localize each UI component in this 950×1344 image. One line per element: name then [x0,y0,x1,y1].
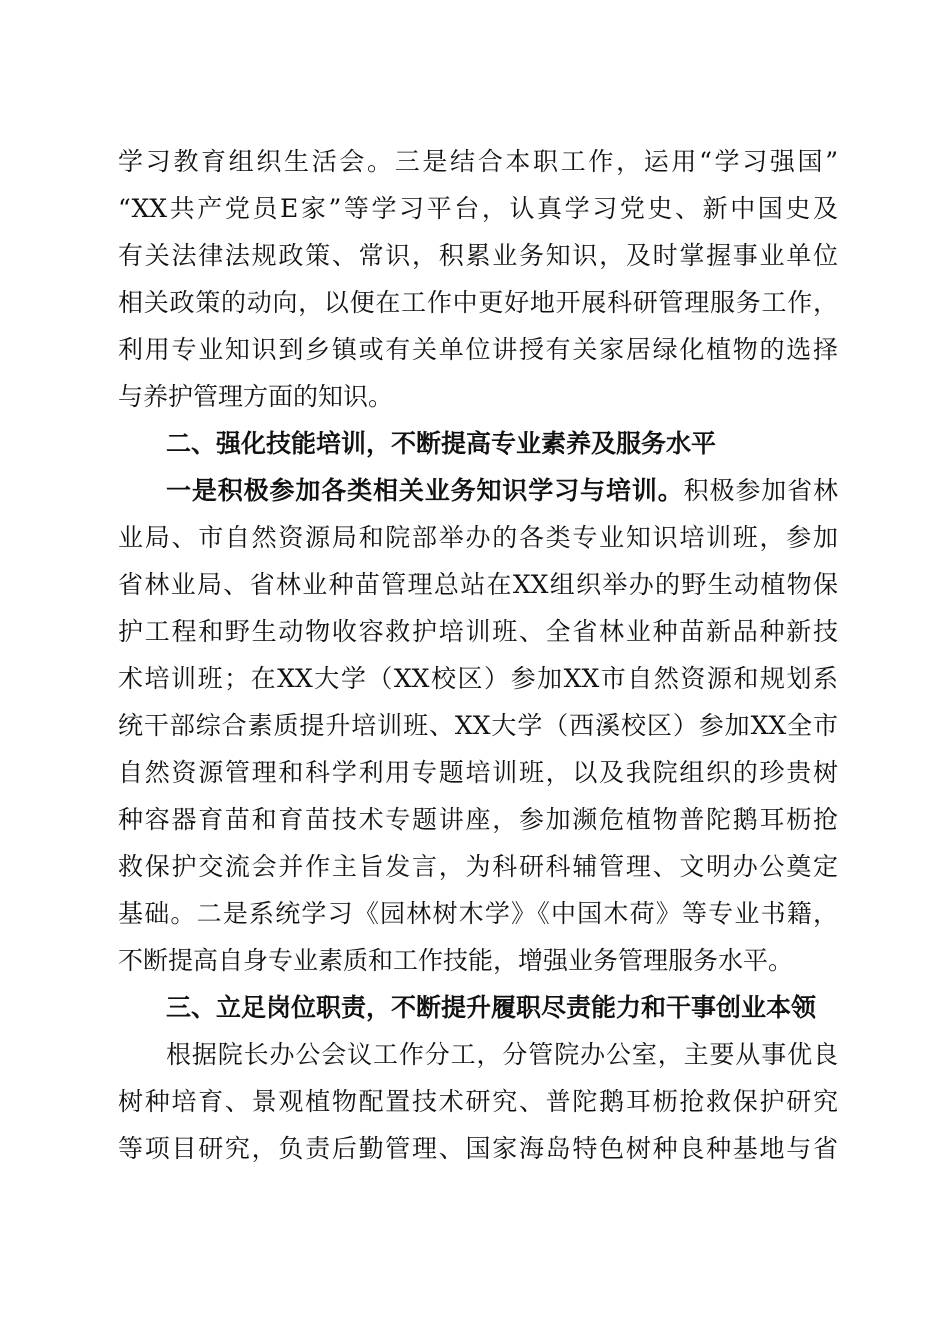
paragraph-2-line-3: 省林业局、省林业种苗管理总站在XX组织举办的野生动植物保 [118,570,838,599]
paragraph-2-line-10: 基础。二是系统学习《园林树木学》《中国木荷》等专业书籍， [118,899,838,928]
paragraph-1-line-4: 相关政策的动向，以便在工作中更好地开展科研管理服务工作， [118,288,838,317]
paragraph-2-line-7: 自然资源管理和科学利用专题培训班，以及我院组织的珍贵树 [118,758,838,787]
paragraph-2-line-9: 救保护交流会并作主旨发言，为科研科辅管理、文明办公奠定 [118,852,838,881]
paragraph-2-line-5: 术培训班；在XX大学（XX校区）参加XX市自然资源和规划系 [118,664,838,693]
paragraph-2-line-6: 统干部综合素质提升培训班、XX大学（西溪校区）参加XX全市 [118,711,838,740]
section-heading-3: 三、立足岗位职责，不断提升履职尽责能力和干事创业本领 [166,993,817,1022]
paragraph-3-line-2: 树种培育、景观植物配置技术研究、普陀鹅耳枥抢救保护研究 [118,1087,838,1116]
paragraph-2-line-4: 护工程和野生动物收容救护培训班、全省林业种苗新品种新技 [118,617,838,646]
paragraph-2-line-8: 种容器育苗和育苗技术专题讲座，参加濒危植物普陀鹅耳枥抢 [118,805,838,834]
paragraph-2-line-2: 业局、市自然资源局和院部举办的各类专业知识培训班，参加 [118,523,838,552]
paragraph-3-line-1: 根据院长办公会议工作分工，分管院办公室，主要从事优良 [166,1040,838,1069]
paragraph-1-line-3: 有关法律法规政策、常识，积累业务知识，及时掌握事业单位 [118,241,838,270]
paragraph-3-line-3: 等项目研究，负责后勤管理、国家海岛特色树种良种基地与省 [118,1134,838,1163]
paragraph-1-line-2: “XX共产党员E家”等学习平台，认真学习党史、新中国史及 [118,194,838,223]
section-heading-2: 二、强化技能培训，不断提高专业素养及服务水平 [166,429,717,458]
paragraph-2-line-1 [166,469,838,513]
paragraph-1-line-5: 利用专业知识到乡镇或有关单位讲授有关家居绿化植物的选择 [118,335,838,364]
paragraph-2-lead-sentence: 一是积极参加各类相关业务知识学习与培训。 [166,476,684,505]
paragraph-1-line-1: 学习教育组织生活会。三是结合本职工作，运用“学习强国” [118,147,838,176]
paragraph-2-line-1-rest: 积极参加省林 [683,476,838,505]
paragraph-2-line-11: 不断提高自身专业素质和工作技能，增强业务管理服务水平。 [118,946,794,975]
paragraph-1-line-6: 与养护管理方面的知识。 [118,382,394,411]
